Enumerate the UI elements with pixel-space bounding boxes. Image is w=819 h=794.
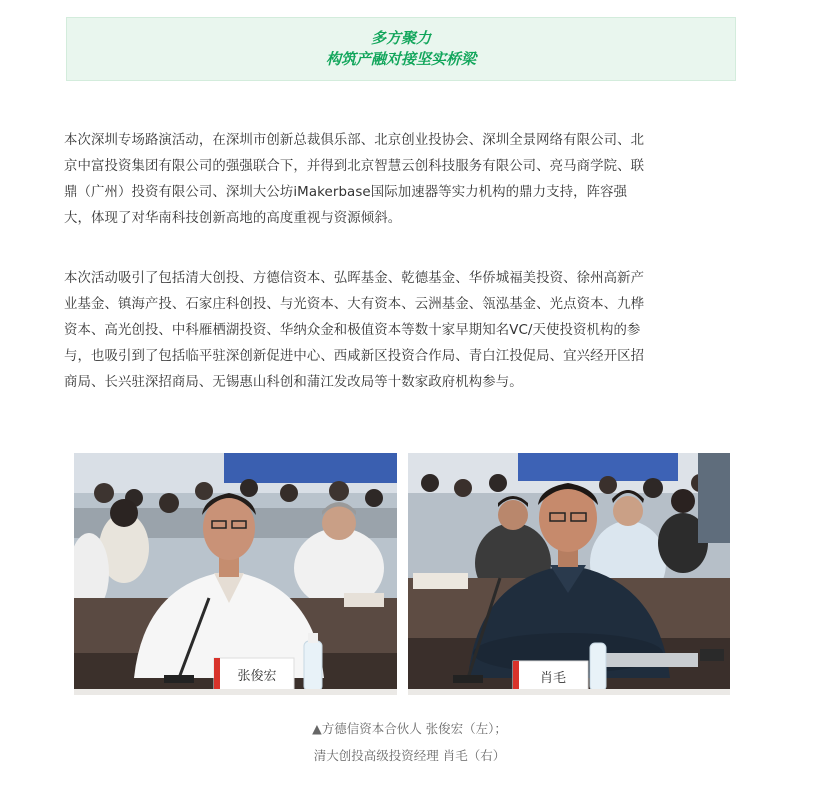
photo-caption-line1: ▲方德信资本合伙人 张俊宏（左）； [312,721,507,736]
photo-right-speaker [408,453,730,695]
nameplate-left: 张俊宏 [237,669,277,684]
nameplate-right: 肖毛 [539,671,567,686]
paragraph-line: 本次深圳专场路演活动，在深圳市创新总裁俱乐部、北京创业投协会、深圳全景网络有限公司、北 [64,133,645,148]
banner-subtitle: 构筑产融对接坚实桥梁 [325,50,476,68]
banner-title: 多方聚力 [370,29,431,47]
paragraph-line: 本次活动吸引了包括清大创投、方德信资本、弘晖基金、乾德基金、华侨城福美投资、徐州高新产 [64,271,645,286]
section-banner [66,17,736,81]
photo-left-speaker [74,453,397,695]
paragraph-line: 资本、高光创投、中科雁栖湖投资、华纳众金和极值资本等数十家早期知名VC/天使投资机构的参 [64,323,641,338]
paragraph-line: 与，也吸引到了包括临平驻深创新促进中心、西咸新区投资合作局、青白江投促局、宜兴经开区招 [64,349,645,364]
paragraph-organizers [64,128,754,232]
paragraph-line: 京中富投资集团有限公司的强强联合下，并得到北京智慧云创科技服务有限公司、亮马商学院、联 [64,159,645,174]
photo-caption-line2: 清大创投高级投资经理 肖毛（右） [313,748,506,763]
paragraph-line: 业基金、镇海产投、石家庄科创投、与光资本、大有资本、云洲基金、瓴泓基金、光点资本、九桦 [64,297,645,312]
paragraph-participants [64,266,754,396]
paragraph-line: 鼎（广州）投资有限公司、深圳大公坊iMakerbase国际加速器等实力机构的鼎力支持，阵容强 [64,185,628,200]
paragraph-line: 商局、长兴驻深招商局、无锡惠山科创和蒲江发改局等十数家政府机构参与。 [64,375,523,390]
paragraph-line: 大，体现了对华南科技创新高地的高度重视与资源倾斜。 [64,211,402,226]
